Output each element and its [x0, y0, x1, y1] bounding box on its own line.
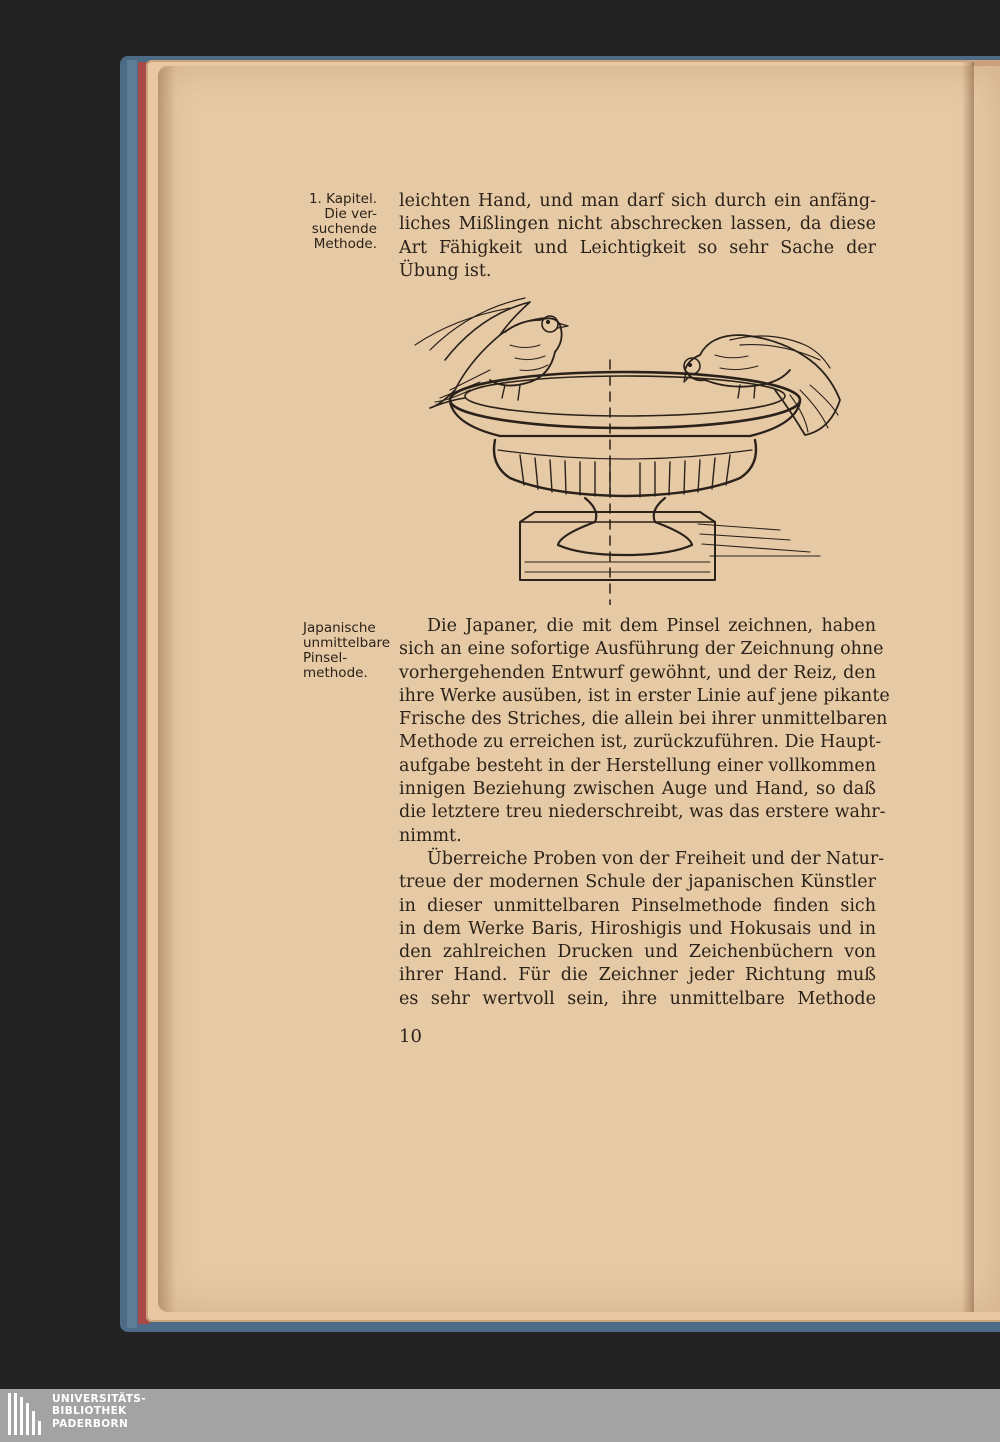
margin-note-line: Japanische [303, 620, 376, 636]
text-line: Übung ist. [399, 260, 492, 281]
footer-bar [0, 1389, 1000, 1442]
library-logo-text [52, 1393, 146, 1430]
logo-line: BIBLIOTHEK [52, 1405, 127, 1418]
text-line: treue der modernen Schule der japanischen Künstler [399, 872, 876, 893]
text-line: liches Mißlingen nicht abschrecken lassen, da diese [399, 214, 876, 235]
library-logo-icon [8, 1393, 46, 1435]
text-line: Überreiche Proben von der Freiheit und der Natur- [427, 848, 885, 869]
text-line: ihrer Hand. Für die Zeichner jeder Richtung muß [399, 965, 876, 986]
text-line: ihre Werke ausüben, ist in erster Linie auf jene pikante [399, 685, 890, 706]
text-line: Die Japaner, die mit dem Pinsel zeichnen, haben [427, 616, 876, 636]
paragraph-continuation [399, 190, 876, 283]
margin-note-line: Pinsel- [303, 650, 348, 666]
text-line: vorhergehenden Entwurf gewöhnt, und der Reiz, den [399, 662, 876, 683]
birdbath-with-doves-illustration [410, 290, 860, 605]
gutter-shadow [962, 62, 974, 1312]
paragraph-japanese-method [399, 615, 890, 1011]
margin-note-chapter [287, 192, 377, 252]
text-line: Methode zu erreichen ist, zurückzuführen. Die Haupt- [399, 732, 882, 753]
margin-note-line: unmittelbare [303, 635, 391, 651]
text-line: Art Fähigkeit und Leichtigkeit so sehr Sache der [399, 237, 876, 258]
text-line: innigen Beziehung zwischen Auge und Hand, so daß [399, 779, 876, 800]
margin-note-japanese-method [303, 621, 393, 681]
cover-edge [127, 60, 137, 1328]
text-line: in dieser unmittelbaren Pinselmethode finden sich [399, 895, 876, 916]
margin-note-line: suchende [311, 221, 377, 237]
logo-line: PADERBORN [52, 1417, 129, 1430]
text-line: sich an eine sofortige Ausführung der Zeichnung ohne [399, 639, 884, 660]
page-edge-shadow [158, 66, 176, 1312]
text-line: Frische des Striches, die allein bei ihrer unmittelbaren [399, 709, 888, 730]
text-line: nimmt. [399, 825, 462, 846]
text-line: die letztere treu niederschreibt, was das erstere wahr- [399, 802, 886, 823]
margin-note-line: Methode. [313, 236, 377, 252]
text-line: den zahlreichen Drucken und Zeichenbüchern von [399, 942, 876, 963]
text-line: aufgabe besteht in der Herstellung einer vollkommen [399, 755, 876, 776]
text-line: leichten Hand, und man darf sich durch ein anfäng- [399, 191, 876, 211]
page-number: 10 [399, 1026, 422, 1047]
text-line: es sehr wertvoll sein, ihre unmittelbare Methode [399, 988, 876, 1009]
margin-note-line: Die ver- [324, 206, 377, 222]
margin-note-line: methode. [303, 665, 368, 681]
text-line: in dem Werke Baris, Hiroshigis und Hokusais und in [399, 918, 876, 939]
margin-note-line: 1. Kapitel. [308, 191, 377, 207]
logo-line: UNIVERSITÄTS- [52, 1393, 147, 1405]
